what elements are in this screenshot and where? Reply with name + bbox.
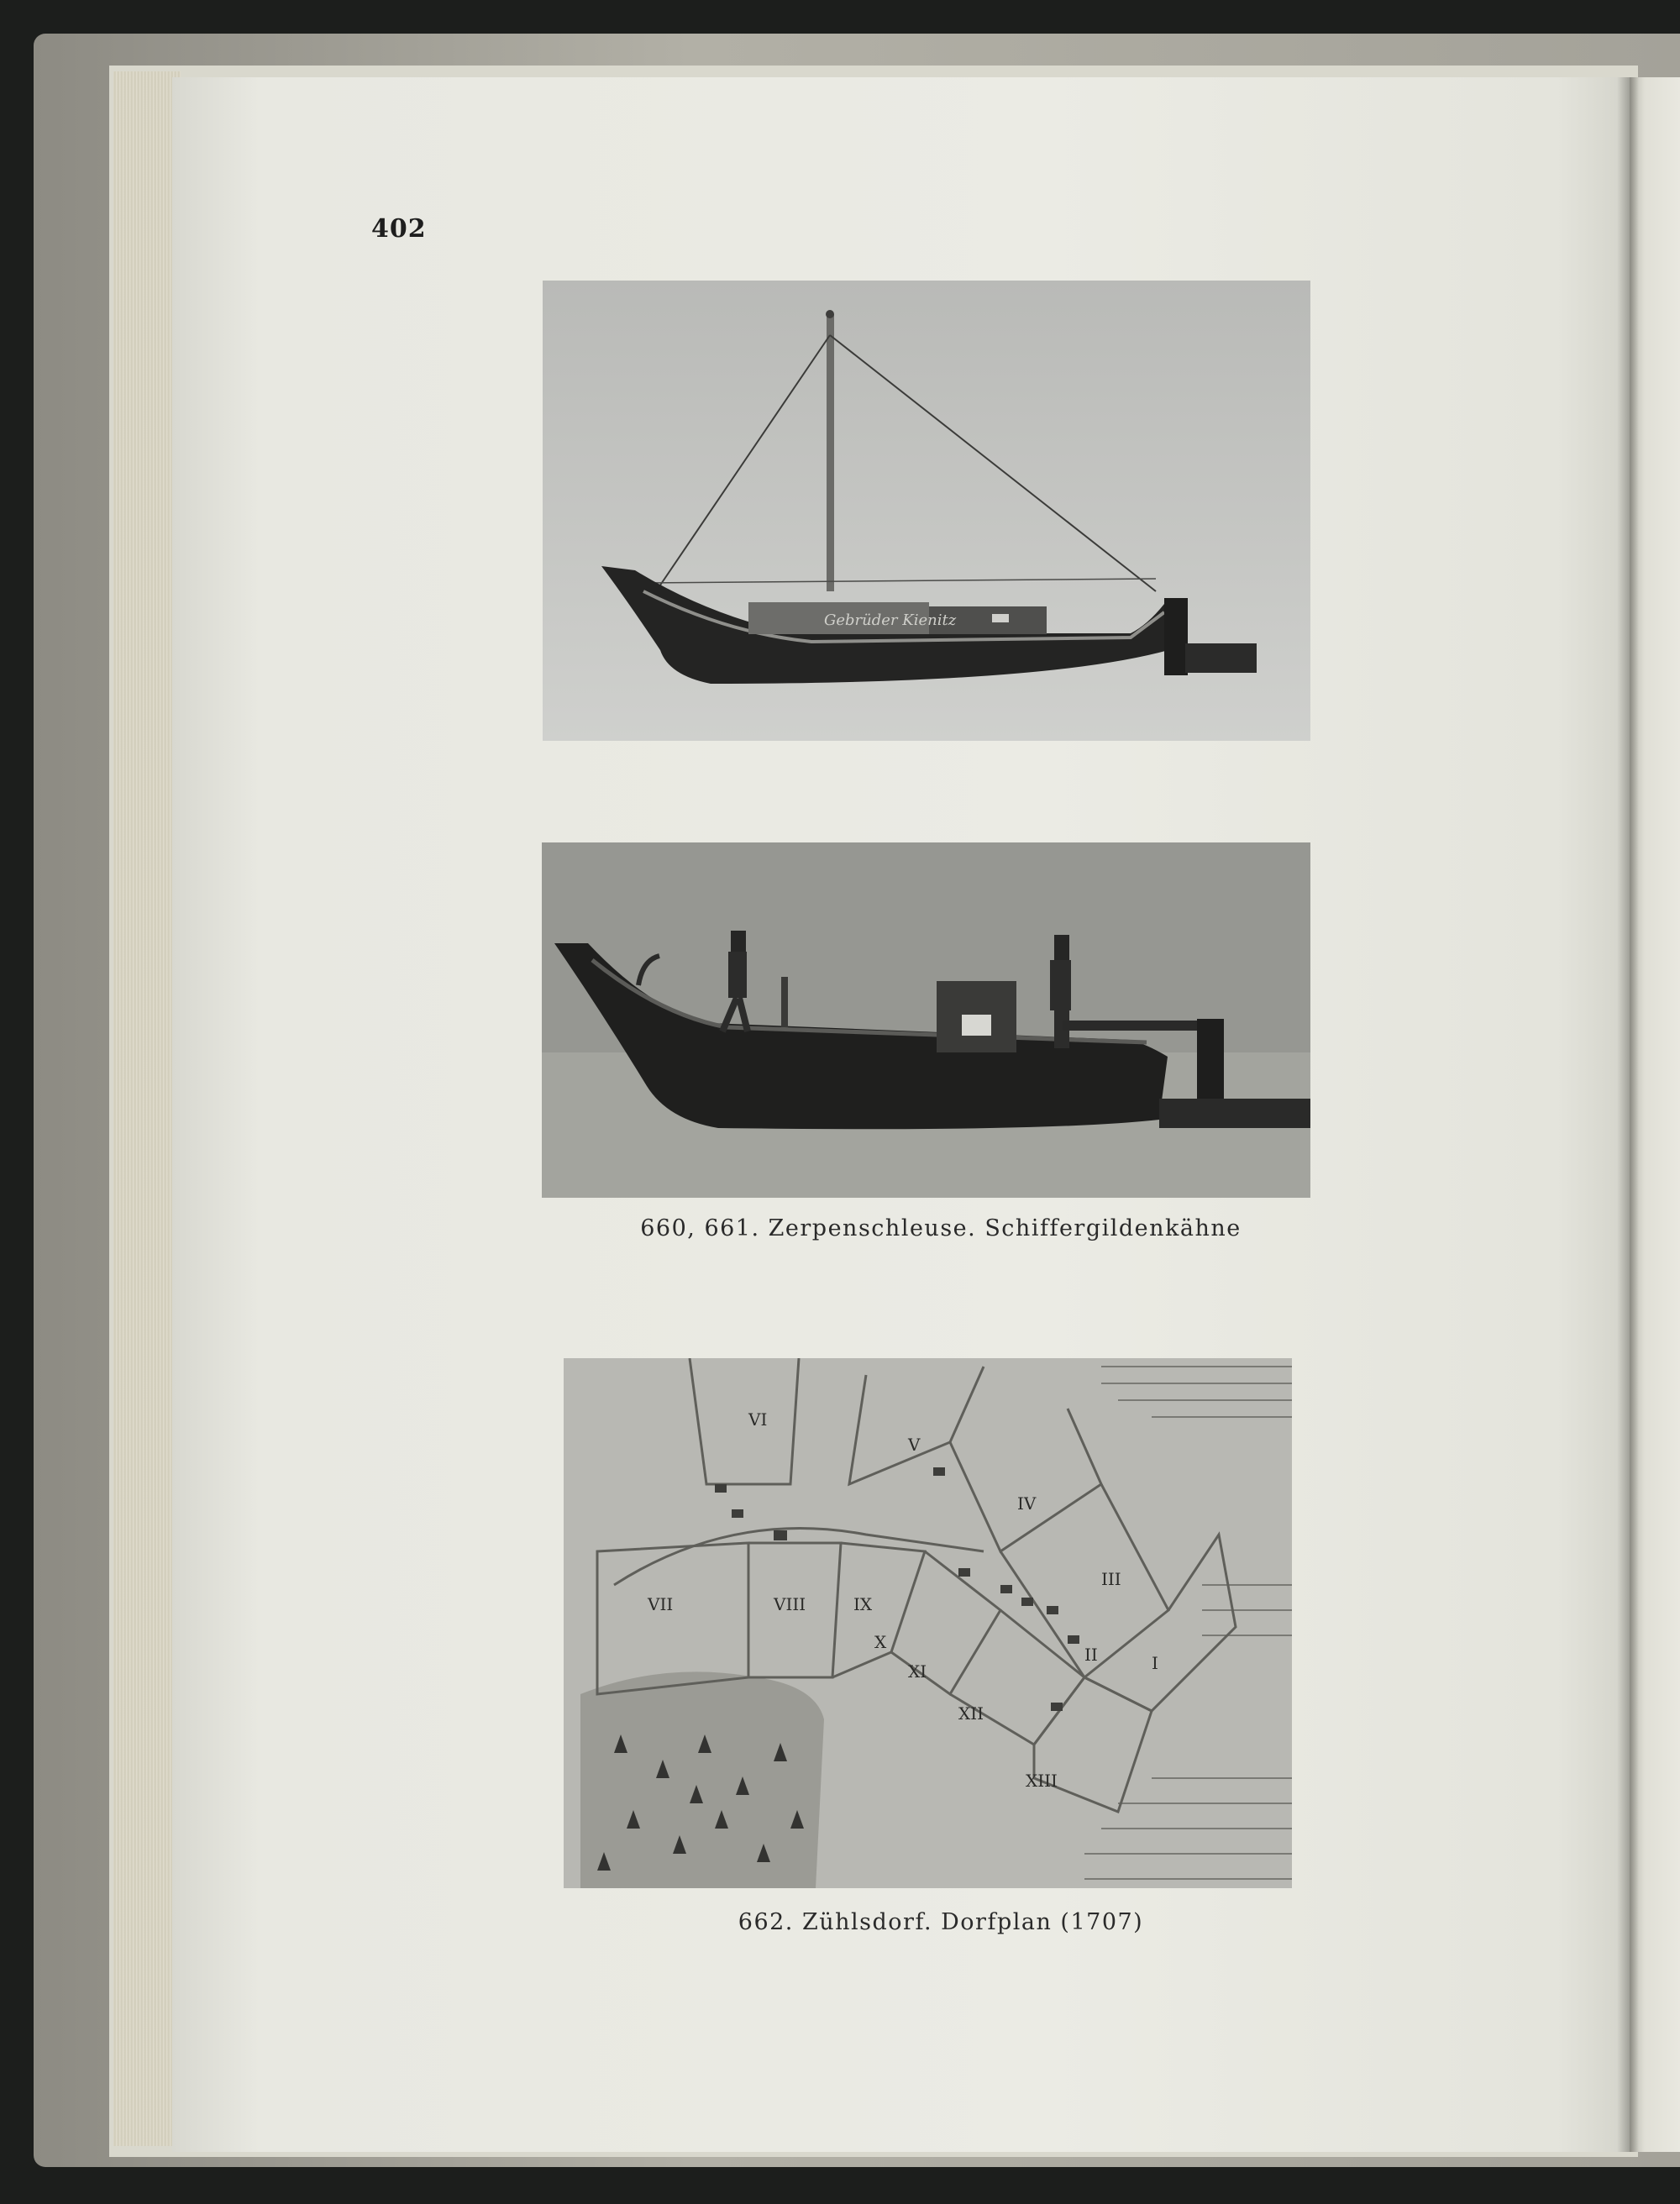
village-map-image xyxy=(564,1358,1292,1888)
boat-photo-sail xyxy=(543,281,1310,741)
plot-label-x: X xyxy=(874,1632,887,1652)
plot-label-xiii: XIII xyxy=(1026,1771,1058,1791)
plot-label-i: I xyxy=(1152,1653,1158,1673)
caption-map: 662. Zühlsdorf. Dorfplan (1707) xyxy=(738,1909,1144,1935)
plot-label-xii: XII xyxy=(958,1703,984,1724)
mast xyxy=(827,314,834,591)
forest-area xyxy=(580,1671,824,1888)
plot-label-ii: II xyxy=(1084,1645,1098,1665)
boat-photo-figures xyxy=(542,842,1310,1198)
page-number: 402 xyxy=(371,214,427,244)
boat-sail-illustration xyxy=(543,281,1310,741)
village-map-illustration xyxy=(564,1358,1292,1888)
plot-label-iv: IV xyxy=(1017,1493,1037,1514)
plot-label-ix: IX xyxy=(853,1594,873,1614)
hull-lettering: Gebrüder Kienitz xyxy=(824,611,957,629)
plot-label-vii: VII xyxy=(648,1594,674,1614)
plot-label-iii: III xyxy=(1101,1569,1121,1589)
plot-label-xi: XI xyxy=(908,1661,927,1682)
plot-label-vi: VI xyxy=(748,1409,768,1430)
boat-figures-illustration xyxy=(542,842,1310,1198)
caption-boats: 660, 661. Zerpenschleuse. Schiffergildenkähne xyxy=(640,1215,1242,1241)
book-gutter xyxy=(1617,77,1639,2152)
plot-label-viii: VIII xyxy=(774,1594,806,1614)
page-edges xyxy=(113,71,181,2146)
plot-label-v: V xyxy=(908,1435,921,1455)
